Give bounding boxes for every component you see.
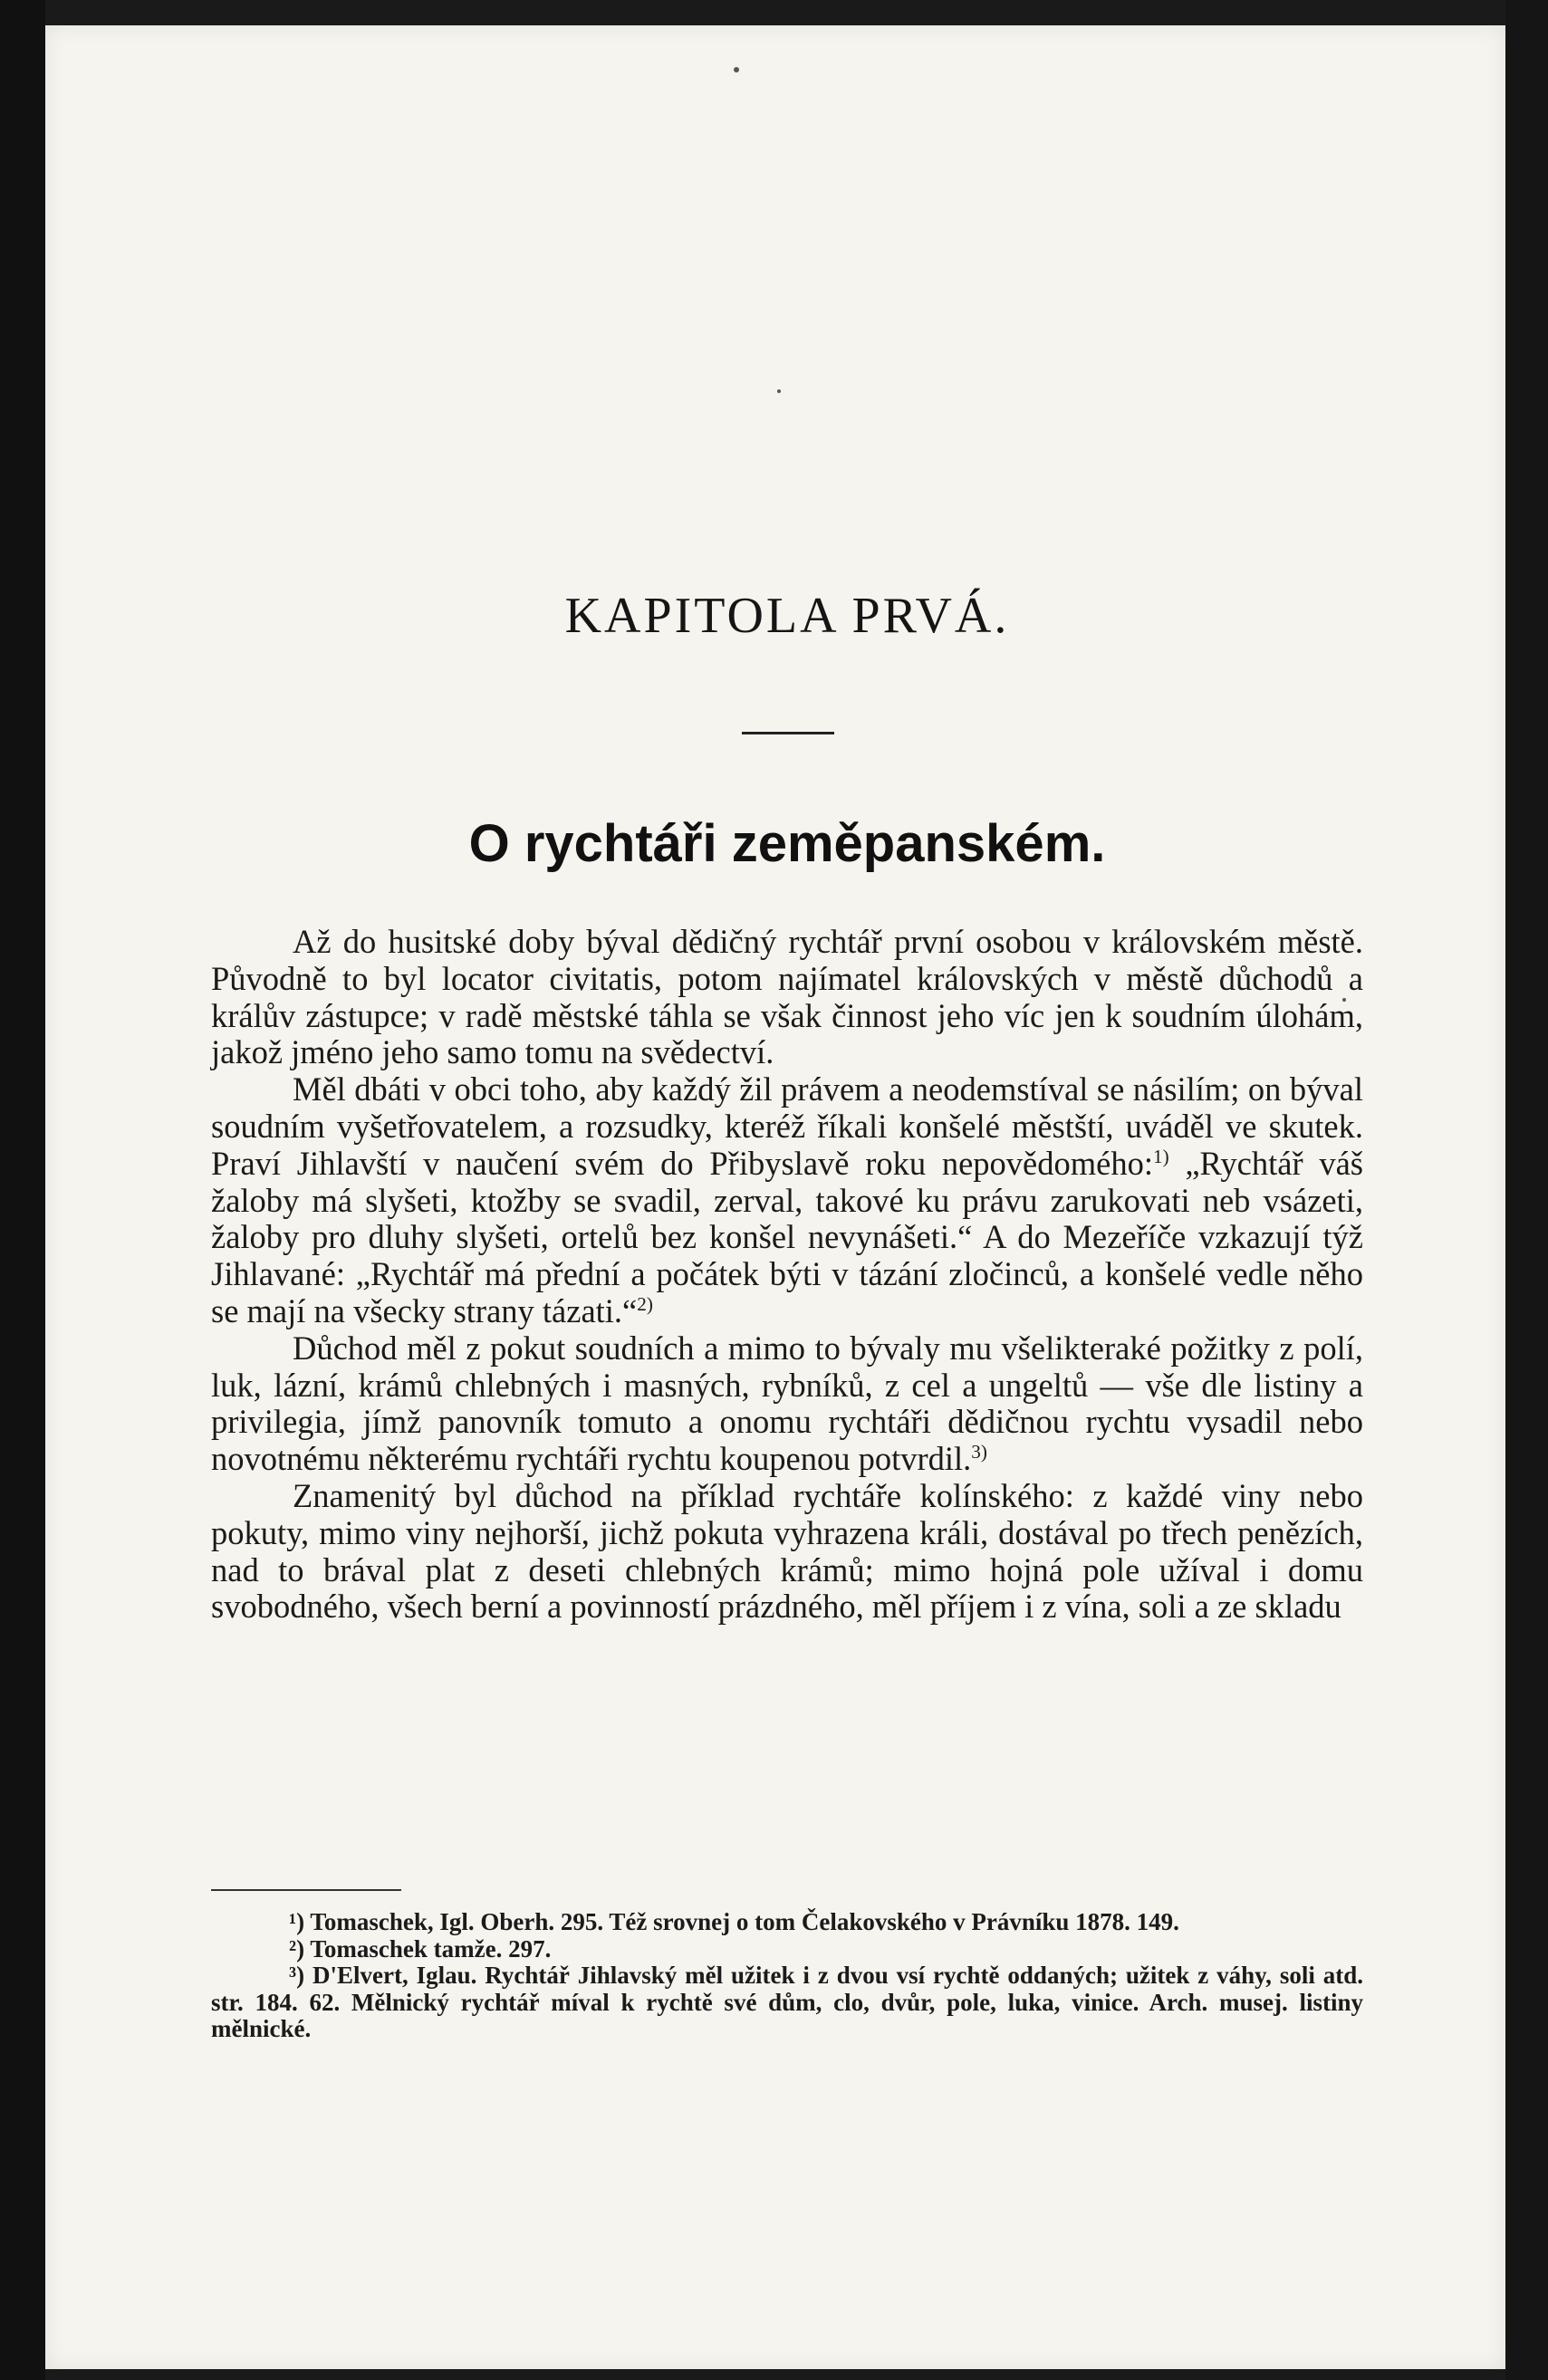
page-speck	[734, 67, 739, 72]
section-title: O rychtáři zeměpanském.	[468, 814, 1106, 873]
footnote-ref-1: 1)	[1152, 1145, 1169, 1167]
chapter-heading: KAPITOLA PRVÁ.	[564, 588, 1010, 644]
footnote-ref-3: 3)	[971, 1441, 987, 1463]
footnote-divider	[211, 1889, 401, 1891]
paragraph-text: Až do husitské doby býval dědičný rychtář první osobou v královském městě. Původně to byl locator civitatis, potom najímatel královských v městě důchodů a králův zástupce; v radě městské táhla se však činnost jeho víc jen k soudním úlohám, jakož jméno jeho samo tomu na svědectví.	[211, 923, 1363, 1071]
paragraph-3	[211, 1330, 1363, 1478]
page-speck	[777, 389, 781, 393]
paragraph-text: Znamenitý byl důchod na příklad rychtáře kolínského: z každé viny nebo pokuty, mimo viny nejhorší, jichž pokuta vyhrazena králi, dostával po třech penězích, nad to brával plat z deseti chlebných krámů; mimo hojná pole užíval i domu svobodného, všech berní a povinností prázdného, měl příjem i z vína, soli a ze skladu	[211, 1476, 1363, 1626]
book-page	[45, 25, 1505, 2369]
heading-divider	[742, 732, 834, 734]
footnote-ref-2: 2)	[637, 1292, 653, 1315]
paragraph-2	[211, 1071, 1363, 1330]
paragraph-text: Důchod měl z pokut soudních a mimo to bývaly mu všelikteraké požitky z polí, luk, lázní, krámů chlebných i masných, rybníků, z cel a ungeltů — vše dle listiny a privilegia, jímž panovník tomuto a onomu rychtáři dědičnou rychtu vysadil nebo novotnému některému rychtáři rychtu koupenou potvrdil.	[211, 1329, 1363, 1478]
footnote-1: ¹) Tomaschek, Igl. Oberh. 295. Též srovnej o tom Čelakovského v Právníku 1878. 149.	[289, 1908, 1179, 1935]
paragraph-4	[211, 1478, 1363, 1626]
footnote-2: ²) Tomaschek tamže. 297.	[289, 1934, 552, 1963]
paragraph-text: Měl dbáti v obci toho, aby každý žil právem a neodemstíval se násilím; on býval soudním vyšetřovatelem, a rozsudky, kteréž říkali konšelé městští, uváděl ve skutek. Praví Jihlavští v naučení svém do Přibyslavě roku nepovědomého:	[211, 1070, 1363, 1182]
footnote-3: ³) D'Elvert, Iglau. Rychtář Jihlavský měl užitek i z dvou vsí rychtě oddaných; užitek z váhy, soli atd. str. 184. 62. Mělnický rychtář míval k rychtě své dům, clo, dvůr, pole, luka, vinice. Arch. musej. listiny mělnické.	[211, 1962, 1363, 2043]
footnotes	[211, 1909, 1363, 2043]
paragraph-text: „Rychtář váš žaloby má slyšeti, ktožby se svadil, zerval, takové ku právu zarukovati neb vsázeti, žaloby pro dluhy slyšeti, ortelů bez konšel nevynášeti.“ A do Mezeříče vzkazují týž Jihlavané: „Rychtář má přední a počátek býti v tázání zločinců, a konšelé vedle něho se mají na všecky strany tázati.“	[211, 1144, 1364, 1329]
scan-border-left	[0, 0, 45, 2380]
body-text	[211, 924, 1363, 1626]
scan-border-right	[1505, 0, 1548, 2380]
paragraph-1	[211, 924, 1363, 1071]
